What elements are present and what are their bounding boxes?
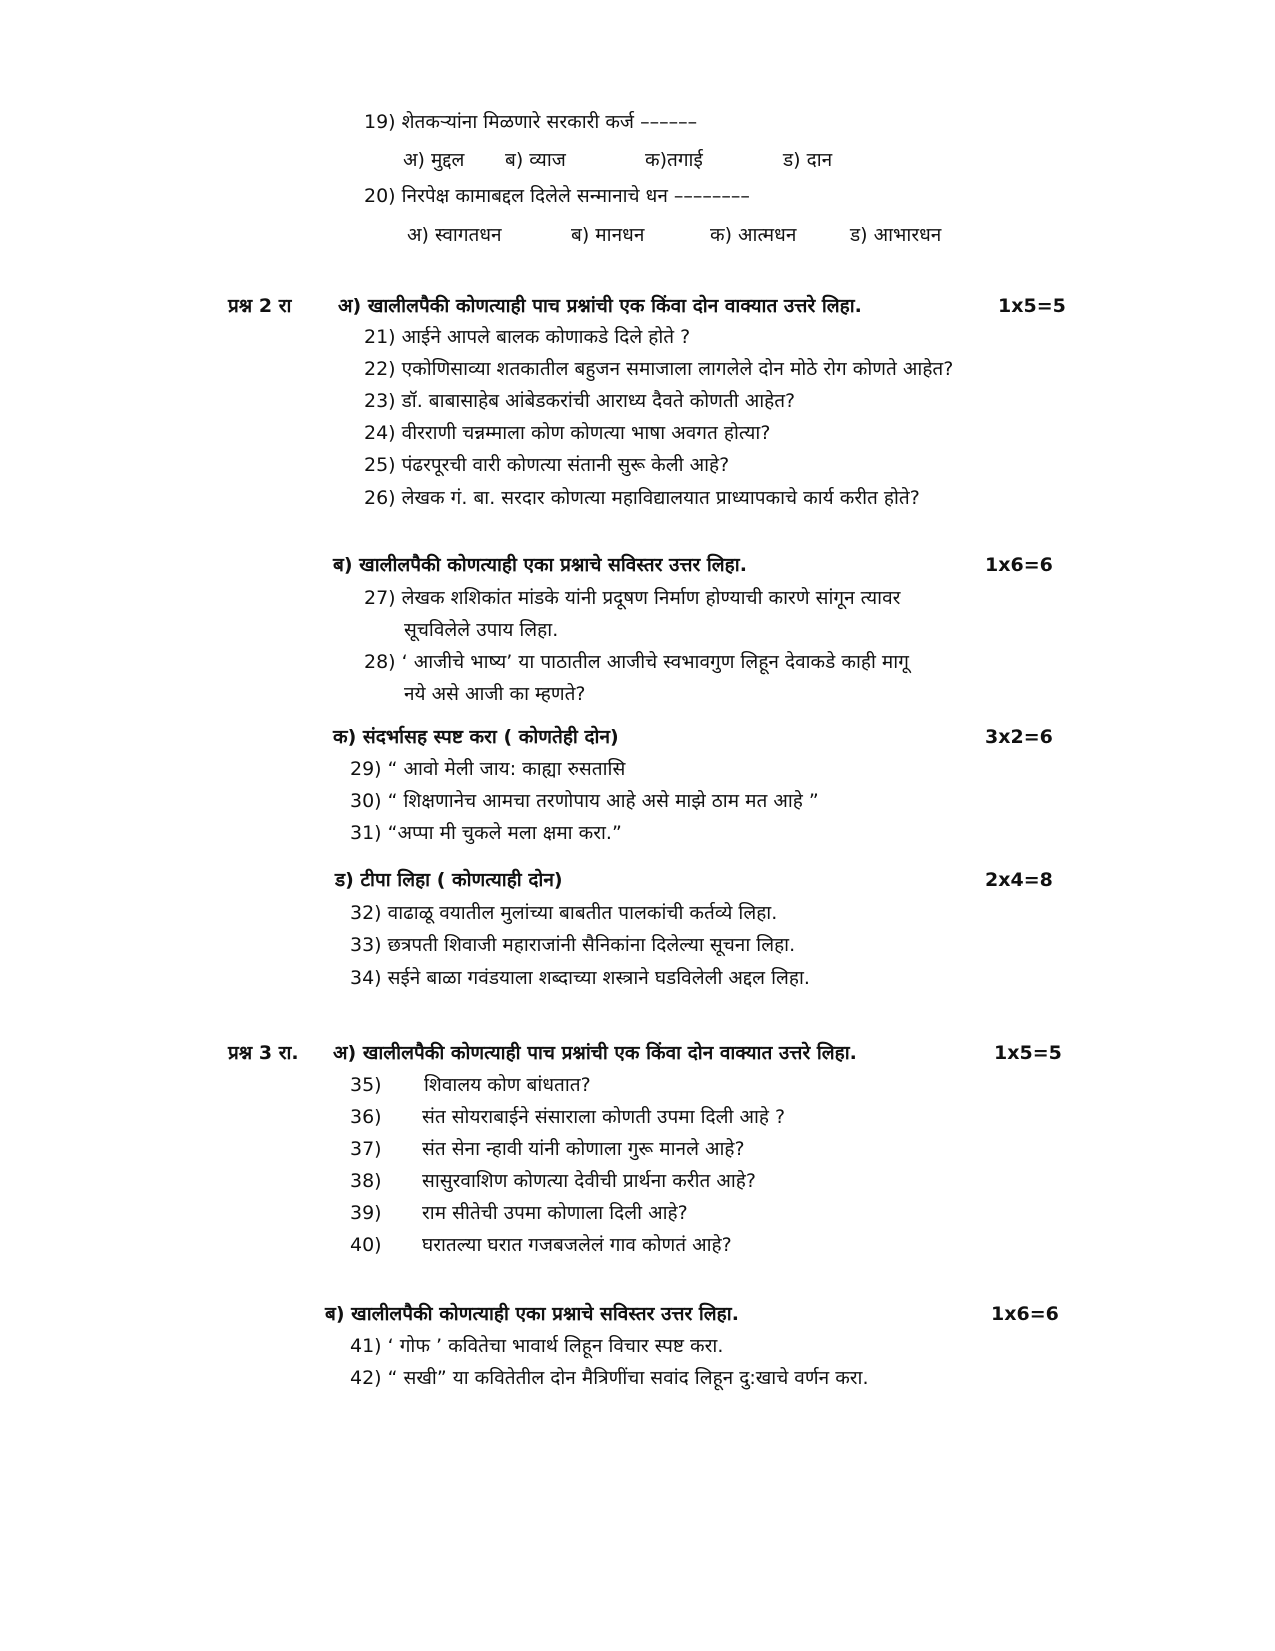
section-3-label: प्रश्न 3 रा. [228,1042,299,1064]
q20-option-a: अ) स्वागतधन [407,224,502,246]
question-36-number: 36) [350,1106,382,1128]
section-2b-marks: 1x6=6 [985,554,1053,576]
question-24: 24) वीरराणी चन्नम्माला कोण कोणत्या भाषा अवगत होत्या? [364,422,771,444]
question-30: 30) “ शिक्षणानेच आमचा तरणोपाय आहे असे माझे ठाम मत आहे ” [350,790,819,812]
question-39-text: राम सीतेची उपमा कोणाला दिली आहे? [422,1202,688,1224]
question-28-line1: 28) ‘ आजीचे भाष्य’ या पाठातील आजीचे स्वभावगुण लिहून देवाकडे काही मागू [364,651,909,673]
q19-option-a: अ) मुद्दल [403,149,465,171]
question-39-number: 39) [350,1202,382,1224]
question-38-text: सासुरवाशिण कोणत्या देवीची प्रार्थना करीत आहे? [422,1170,756,1192]
question-31: 31) “अप्पा मी चुकले मला क्षमा करा.” [350,822,622,844]
question-37-number: 37) [350,1138,382,1160]
question-35-number: 35) [350,1074,382,1096]
q19-option-c: क)तगाई [645,149,703,171]
question-27-line1: 27) लेखक शशिकांत मांडके यांनी प्रदूषण निर्माण होण्याची कारणे सांगून त्यावर [364,587,901,609]
section-2-label: प्रश्न 2 रा [228,295,292,317]
question-36-text: संत सोयराबाईने संसाराला कोणती उपमा दिली आहे ? [422,1106,786,1128]
question-32: 32) वाढाळू वयातील मुलांच्या बाबतीत पालकांची कर्तव्ये लिहा. [350,902,778,924]
section-3a-heading: अ) खालीलपैकी कोणत्याही पाच प्रश्नांची एक किंवा दोन वाक्यात उत्तरे लिहा. [333,1042,857,1064]
q20-option-c: क) आत्मधन [710,224,797,246]
question-20: 20) निरपेक्ष कामाबद्दल दिलेले सन्मानाचे धन –––––––– [364,185,750,207]
question-41: 41) ‘ गोफ ’ कवितेचा भावार्थ लिहून विचार स्पष्ट करा. [350,1335,724,1357]
question-26: 26) लेखक गं. बा. सरदार कोणत्या महाविद्यालयात प्राध्यापकाचे कार्य करीत होते? [364,487,920,509]
question-35-text: शिवालय कोण बांधतात? [424,1074,591,1096]
question-40-number: 40) [350,1234,382,1256]
section-3b-marks: 1x6=6 [991,1303,1059,1325]
question-42: 42) “ सखी” या कवितेतील दोन मैत्रिणींचा सवांद लिहून दु:खाचे वर्णन करा. [350,1367,869,1389]
question-40-text: घरातल्या घरात गजबजलेलं गाव कोणतं आहे? [422,1234,732,1256]
q20-option-d: ड) आभारधन [850,224,942,246]
question-22: 22) एकोणिसाव्या शतकातील बहुजन समाजाला लागलेले दोन मोठे रोग कोणते आहेत? [364,358,954,380]
question-29: 29) “ आवो मेली जाय: काह्या रुसतासि [350,758,626,780]
q20-option-b: ब) मानधन [571,224,645,246]
q19-option-d: ड) दान [783,149,833,171]
section-2a-marks: 1x5=5 [998,295,1066,317]
question-21: 21) आईने आपले बालक कोणाकडे दिले होते ? [364,326,691,348]
question-28-line2: नये असे आजी का म्हणते? [404,683,586,705]
section-3b-heading: ब) खालीलपैकी कोणत्याही एका प्रश्नाचे सविस्तर उत्तर लिहा. [325,1303,739,1325]
section-2c-marks: 3x2=6 [985,726,1053,748]
q19-option-b: ब) व्याज [505,149,566,171]
section-2d-heading: ड) टीपा लिहा ( कोणत्याही दोन) [335,869,563,891]
question-19: 19) शेतकऱ्यांना मिळणारे सरकारी कर्ज –––––– [364,111,698,133]
section-2c-heading: क) संदर्भासह स्पष्ट करा ( कोणतेही दोन) [333,726,619,748]
section-2b-heading: ब) खालीलपैकी कोणत्याही एका प्रश्नाचे सविस्तर उत्तर लिहा. [333,554,747,576]
question-33: 33) छत्रपती शिवाजी महाराजांनी सैनिकांना दिलेल्या सूचना लिहा. [350,934,796,956]
question-34: 34) सईने बाळा गवंडयाला शब्दाच्या शस्त्राने घडविलेली अद्दल लिहा. [350,967,810,989]
section-2a-heading: अ) खालीलपैकी कोणत्याही पाच प्रश्नांची एक किंवा दोन वाक्यात उत्तरे लिहा. [338,295,862,317]
question-38-number: 38) [350,1170,382,1192]
question-37-text: संत सेना न्हावी यांनी कोणाला गुरू मानले आहे? [422,1138,745,1160]
question-27-line2: सूचविलेले उपाय लिहा. [404,619,559,641]
section-2d-marks: 2x4=8 [985,869,1053,891]
question-25: 25) पंढरपूरची वारी कोणत्या संतानी सुरू केली आहे? [364,454,730,476]
section-3a-marks: 1x5=5 [994,1042,1062,1064]
question-23: 23) डॉ. बाबासाहेब आंबेडकरांची आराध्य दैवते कोणती आहेत? [364,390,796,412]
